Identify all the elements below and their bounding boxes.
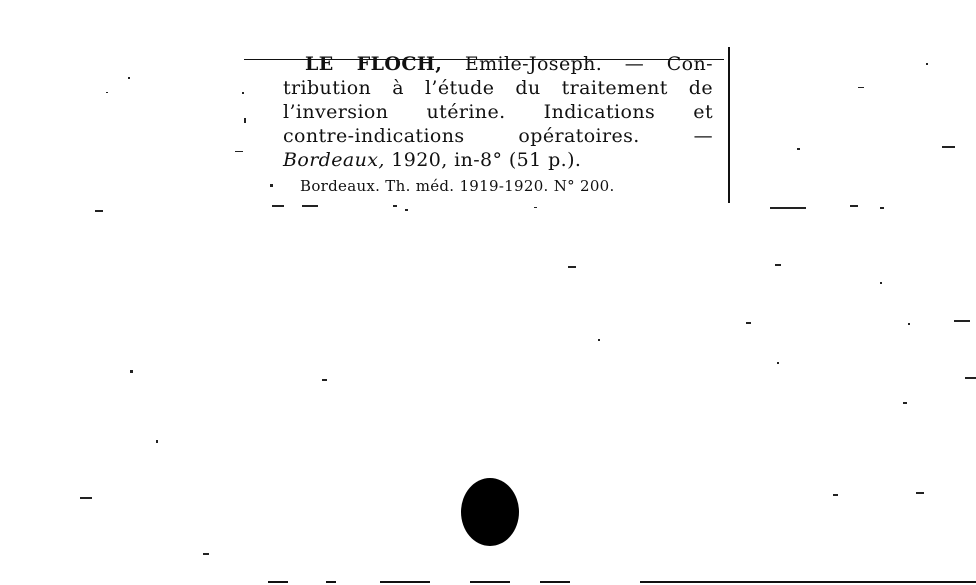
speck xyxy=(770,207,806,209)
speck xyxy=(235,151,243,152)
speck xyxy=(926,63,928,65)
speck xyxy=(777,362,779,364)
speck xyxy=(965,377,976,379)
speck xyxy=(302,205,318,207)
speck xyxy=(128,77,130,79)
speck xyxy=(916,492,924,494)
speck xyxy=(880,207,884,209)
punch-hole xyxy=(461,478,519,546)
speck xyxy=(270,184,273,187)
entry-line-4: contre-indications opératoires. — xyxy=(283,125,713,147)
speck xyxy=(534,207,537,208)
author-forenames: Emile-Joseph. — Con- xyxy=(464,53,713,75)
speck xyxy=(322,379,327,381)
bottom-edge-mark xyxy=(640,581,976,583)
speck xyxy=(880,282,882,284)
bottom-edge-mark xyxy=(470,581,510,583)
bottom-edge-mark xyxy=(268,581,288,583)
speck xyxy=(242,92,244,94)
bottom-edge-mark xyxy=(326,581,336,583)
speck xyxy=(942,146,955,148)
speck xyxy=(156,440,158,443)
entry-line-2: tribution à l’étude du traitement de xyxy=(283,77,713,99)
publication-place: Bordeaux, xyxy=(283,149,385,171)
thesis-note: Bordeaux. Th. méd. 1919-1920. N° 200. xyxy=(300,177,615,195)
speck xyxy=(797,148,800,150)
author-name: LE FLOCH, xyxy=(305,53,443,75)
speck xyxy=(203,553,209,555)
speck xyxy=(244,118,246,123)
speck xyxy=(775,264,781,266)
bottom-edge-mark xyxy=(380,581,430,583)
entry-line-3: l’inversion utérine. Indications et xyxy=(283,101,713,123)
speck xyxy=(272,205,284,207)
speck xyxy=(598,339,600,341)
speck xyxy=(858,87,864,88)
speck xyxy=(908,323,910,325)
speck xyxy=(568,266,576,268)
speck xyxy=(80,497,92,499)
speck xyxy=(405,209,408,211)
bottom-edge-mark xyxy=(540,581,570,583)
speck xyxy=(130,370,133,373)
entry-line-5 xyxy=(283,148,713,172)
card-right-rule xyxy=(728,47,730,203)
speck xyxy=(954,320,970,322)
entry-line-1 xyxy=(283,52,713,76)
speck xyxy=(903,402,907,404)
speck xyxy=(833,494,838,496)
speck xyxy=(746,322,751,324)
publication-details: 1920, in-8° (51 p.). xyxy=(391,149,582,171)
catalog-entry xyxy=(283,52,713,172)
speck xyxy=(850,205,858,207)
speck xyxy=(95,210,103,212)
speck xyxy=(106,92,108,93)
speck xyxy=(393,205,397,207)
